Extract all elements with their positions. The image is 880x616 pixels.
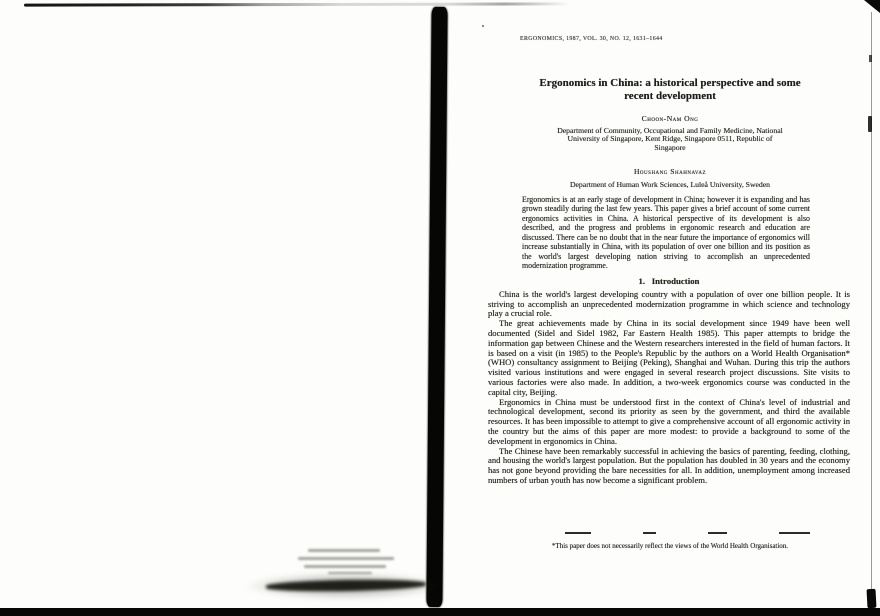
article-title: Ergonomics in China: a historical perspective and some recent development	[539, 77, 801, 102]
footnote-separator-dash	[565, 532, 591, 534]
intro-paragraph-2: The great achievements made by China in its social development since 1949 have been well documented (Sidel and Sidel 1982, Far Eastern Health 1985). This paper attempts to bridge the information gap between Chinese and the Western researchers interested in the field of human factors. It is based on a visit (in 1985) to the People's Republic by the authors on a World Health Organisation* (WHO) consultancy assignment to Beijing (Peking), Shanghai and Wuhan. During this trip the authors visited various institutions and were engaged in several research project discussions. Site visits to various factories were also made. In addition, a two-week ergonomics course was conducted in the capital city, Beijing.	[488, 318, 850, 397]
footnote-text: *This paper does not necessarily reflect the views of the World Health Organisation.	[551, 542, 789, 550]
offset-print-smudge-line	[298, 557, 394, 560]
abstract-text: Ergonomics is at an early stage of development in China; however it is expanding and has grown steadily during the last few years. This paper gives a brief account of some current ergonomics activities in China. A historical perspective of its development is also described, and the progress and problems in ergonomic research and education are discussed. There can be no doubt that in the near future the importance of ergonomics will increase substantially in China, with its population of over one billion and its position as the world's largest developing nation striving to accomplish an unprecedented modernization programme.	[522, 195, 810, 271]
journal-citation: ERGONOMICS, 1987, VOL. 30, NO. 12, 1631–1644	[520, 36, 663, 42]
offset-print-smudge-line	[308, 549, 380, 552]
section-introduction	[488, 277, 850, 486]
intro-paragraph-1: China is the world's largest developing country with a population of over one billion people. It is striving to accomplish an unprecedented modernization programme in which science and technology play a crucial role.	[488, 288, 850, 319]
author-affiliation-2: Department of Human Work Sciences, Luleå University, Sweden	[569, 180, 771, 189]
author-affiliation-1: Department of Community, Occupational and Family Medicine, National University of Singapore, Kent Ridge, Singapore 0511, Republic of Singapore	[557, 126, 783, 152]
footnote-separator	[565, 532, 810, 534]
author-name-1: Choon-Nam Ong	[641, 114, 699, 123]
intro-paragraph-4: The Chinese have been remarkably successful in achieving the basics of parenting, feeding, clothing, and housing the world's largest population. But the population has doubled in 30 years and the economy has not gone beyond providing the bare necessities for all. In addition, unemployment among increased numbers of urban youth has now become a significant problem.	[488, 445, 850, 485]
author-name-2: Houshang Shahnavaz	[633, 167, 707, 176]
scan-spine-band	[426, 7, 447, 607]
offset-print-smudge-line	[304, 565, 386, 568]
footnote-separator-dash	[708, 532, 727, 534]
page-edge-line	[871, 12, 872, 600]
section-heading-introduction: 1. Introduction	[638, 276, 700, 286]
footnote-separator-dash	[779, 532, 810, 534]
footnote-separator-dash	[643, 532, 656, 534]
article-page	[470, 0, 870, 616]
intro-paragraph-3: Ergonomics in China must be understood first in the context of China's level of industrial and technological development, second its priority as seen by the government, and third the available resources. It has been impossible to attempt to give a comprehensive account of all ergonomic activity in the country but the aims of this paper are more modest: to provide a background to some of the development in ergonomics in China.	[488, 396, 850, 446]
